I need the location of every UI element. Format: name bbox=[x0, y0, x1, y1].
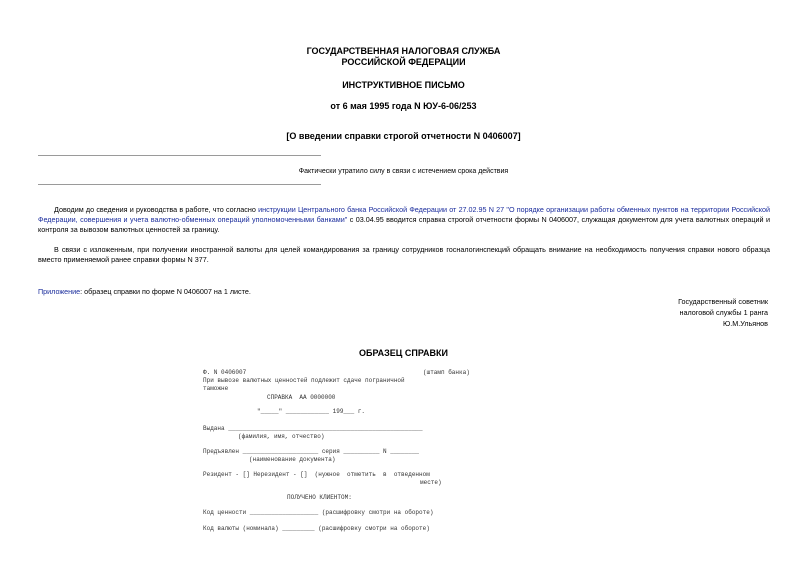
paragraph-1 bbox=[38, 205, 770, 235]
bank-stamp: (штамп банка) bbox=[423, 369, 470, 376]
agency-name-line2: РОССИЙСКОЙ ФЕДЕРАЦИИ bbox=[341, 57, 466, 67]
document-type: ИНСТРУКТИВНОЕ ПИСЬМО bbox=[342, 80, 465, 90]
signature-name: Ю.М.Ульянов bbox=[723, 319, 768, 328]
customs-line-2: таможне bbox=[203, 385, 229, 392]
presented-caption: (наименование документа) bbox=[249, 456, 336, 463]
status-note: Фактически утратило силу в связи с истечением срока действия bbox=[298, 168, 509, 175]
appendix-line bbox=[38, 287, 770, 297]
presented-line: Предъявлен _____________________ серия __________ N ________ bbox=[203, 448, 420, 455]
spravka-number: СПРАВКА АА 0000000 bbox=[267, 394, 336, 401]
divider-top bbox=[38, 155, 321, 156]
signature-title: Государственный советник bbox=[678, 297, 768, 306]
agency-name-line1: ГОСУДАРСТВЕННАЯ НАЛОГОВАЯ СЛУЖБА bbox=[306, 46, 501, 56]
form-number: Ф. N 0406007 bbox=[203, 369, 247, 376]
appendix-link[interactable]: Приложение bbox=[38, 287, 81, 296]
received-heading: ПОЛУЧЕНО КЛИЕНТОМ: bbox=[287, 494, 352, 501]
signature-block bbox=[678, 296, 768, 329]
issued-line: Выдана ______________________________________________________ bbox=[203, 425, 423, 432]
document-date: от 6 мая 1995 года N ЮУ-6-06/253 bbox=[330, 101, 477, 111]
resident-line-1: Резидент - [] Нерезидент - [] (нужное отметить в отведенном bbox=[203, 471, 430, 478]
paragraph-1-text-b: с 03.04.95 вводится справка строгой отчетности формы N 0406007, служащая документом для учета валютных операций и контроля за вывозом валютных ценностей за границу. bbox=[38, 215, 770, 234]
document-header bbox=[0, 46, 807, 68]
value-code-line: Код ценности ___________________ (расшифровку смотри на обороте) bbox=[203, 509, 434, 516]
instruction-link[interactable]: инструкции Центрального банка Российской Федерации от 27.02.95 N 27 "О порядке организации работы обменных пунктов на территории Российской Федерации, совершения и учета валютно-обменных операций уполномоченными банками" bbox=[38, 205, 771, 224]
sample-title: ОБРАЗЕЦ СПРАВКИ bbox=[358, 348, 449, 358]
currency-code-line: Код валюты (номинала) _________ (расшифровку смотри на обороте) bbox=[203, 525, 430, 532]
signature-rank: налоговой службы 1 ранга bbox=[679, 308, 768, 317]
customs-line-1: При вывозе валютных ценностей подлежит сдаче пограничной bbox=[203, 377, 405, 384]
document-title: [О введении справки строгой отчетности N 0406007] bbox=[286, 131, 521, 141]
paragraph-2: В связи с изложенным, при получении иностранной валюты для целей командирования за границу сотрудников госналогинспекций обращать внимание на необходимость получения справки нового образца вместо применяемой ранее справки формы N 377. bbox=[38, 245, 770, 264]
appendix-text: : образец справки по форме N 0406007 на 1 листе. bbox=[80, 287, 251, 296]
issued-caption: (фамилия, имя, отчество) bbox=[238, 433, 325, 440]
paragraph-1-text-a: Доводим до сведения и руководства в работе, что согласно bbox=[54, 205, 259, 214]
resident-line-2: месте) bbox=[420, 479, 442, 486]
date-line: "_____" ____________ 199___ г. bbox=[257, 408, 366, 415]
divider-bottom bbox=[38, 184, 321, 185]
